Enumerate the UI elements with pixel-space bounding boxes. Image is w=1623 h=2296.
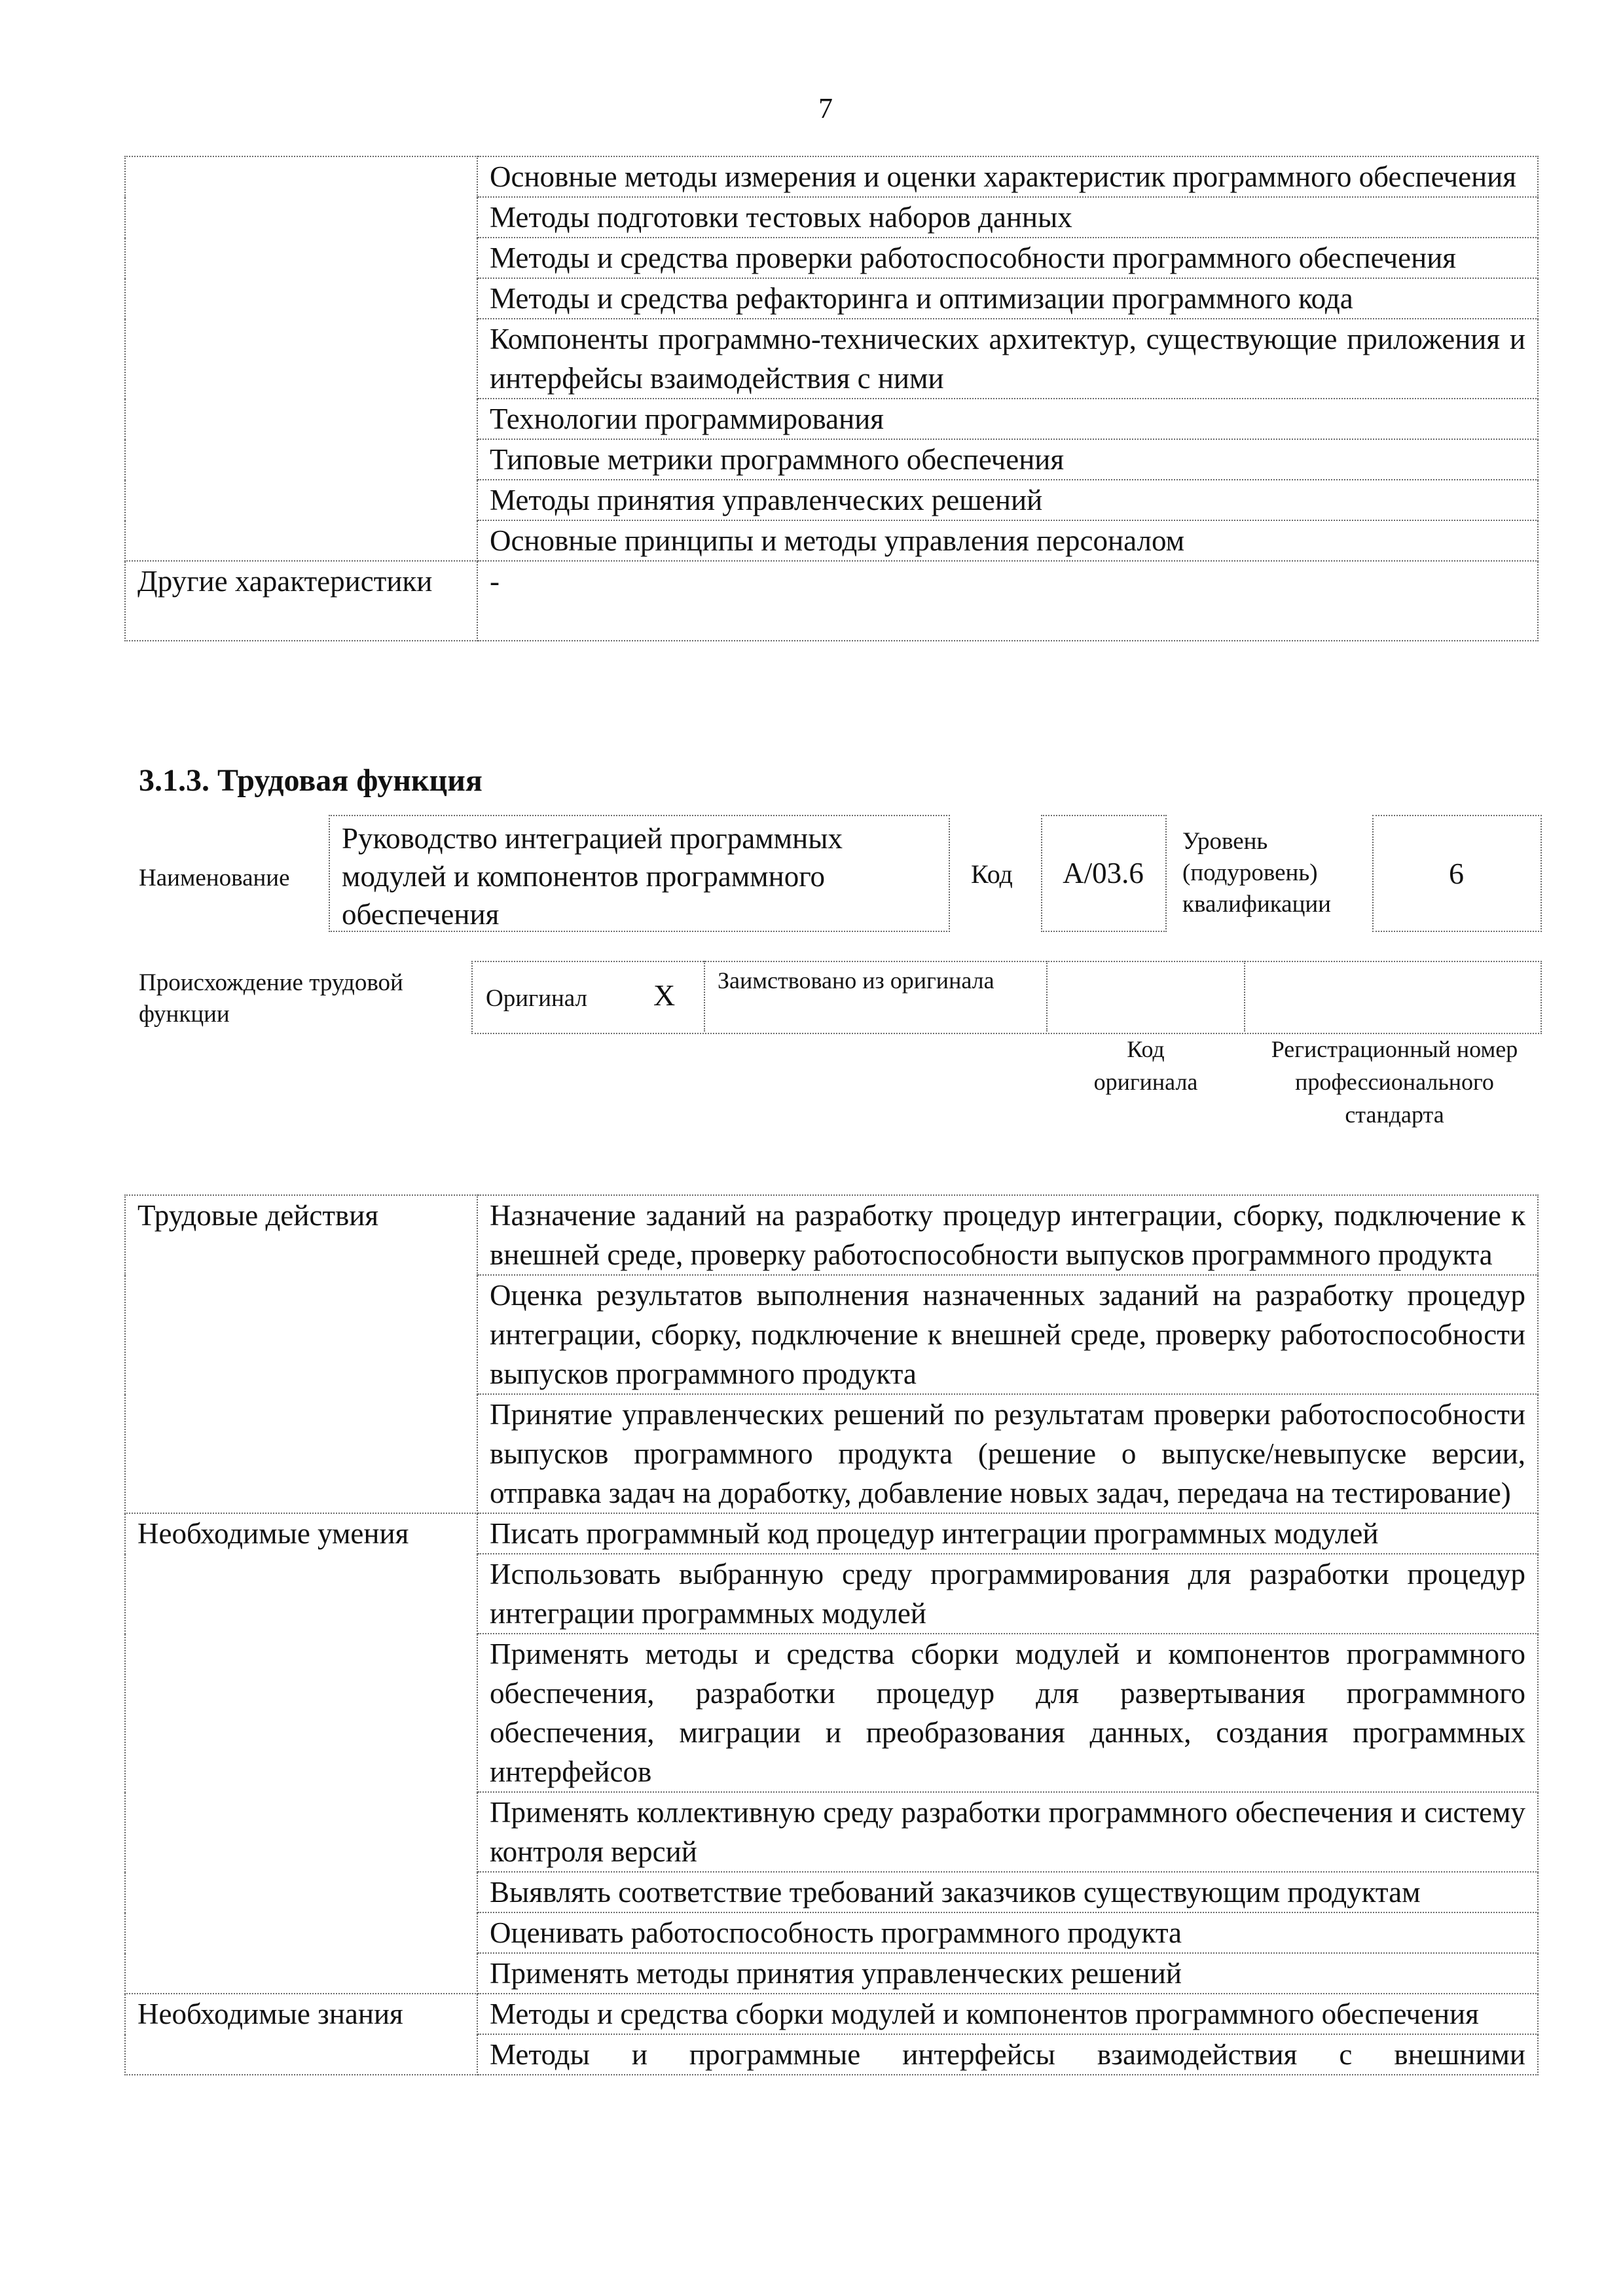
- knowledge-item: Компоненты программно-технических архитектур, существующие приложения и интерфейсы взаимодействия с ними: [477, 319, 1538, 399]
- origin-label: Происхождение трудовой функции: [139, 969, 403, 1028]
- origin-divider: [1244, 961, 1245, 1031]
- empty-label-cell: [125, 238, 477, 278]
- level-label: Уровень (подуровень) квалификации: [1182, 828, 1331, 918]
- skill-item: Выявлять соответствие требований заказчиков существующим продуктам: [477, 1872, 1538, 1912]
- knowledge-item: Методы и программные интерфейсы взаимодействия с внешними: [477, 2034, 1538, 2075]
- empty-label-cell: [125, 1953, 477, 1994]
- code-original-caption: Код оригинала: [1093, 1036, 1198, 1095]
- skill-item: Применять методы принятия управленческих решений: [477, 1953, 1538, 1994]
- skill-item: Применять коллективную среду разработки программного обеспечения и систему контроля версий: [477, 1792, 1538, 1872]
- name-label: Наименование: [139, 865, 290, 891]
- skills-label: Необходимые умения: [125, 1513, 477, 1554]
- action-item: Назначение заданий на разработку процедур интеграции, сборку, подключение к внешней среде, проверку работоспособности выпусков программного продукта: [477, 1195, 1538, 1275]
- knowledge-item: Технологии программирования: [477, 399, 1538, 439]
- registration-number-caption: Регистрационный номер профессионального стандарта: [1271, 1036, 1518, 1128]
- empty-label-cell: [125, 1275, 477, 1394]
- origin-divider: [704, 961, 705, 1031]
- section-heading: 3.1.3. Трудовая функция: [139, 763, 483, 798]
- knowledge-item: Основные методы измерения и оценки характеристик программного обеспечения: [477, 156, 1538, 197]
- knowledge-item: Методы принятия управленческих решений: [477, 480, 1538, 520]
- empty-label-cell: [125, 2034, 477, 2075]
- empty-label-cell: [125, 520, 477, 561]
- skill-item: Использовать выбранную среду программирования для разработки процедур интеграции программных модулей: [477, 1554, 1538, 1634]
- empty-label-cell: [125, 480, 477, 520]
- knowledge-item: Основные принципы и методы управления персоналом: [477, 520, 1538, 561]
- skill-item: Писать программный код процедур интеграции программных модулей: [477, 1513, 1538, 1554]
- empty-label-cell: [125, 319, 477, 399]
- empty-label-cell: [125, 1792, 477, 1872]
- origin-divider: [1046, 961, 1048, 1031]
- empty-label-cell: [125, 399, 477, 439]
- knowledge-item: Методы и средства сборки модулей и компонентов программного обеспечения: [477, 1994, 1538, 2034]
- page-number: 7: [818, 92, 833, 124]
- other-characteristics-label: Другие характеристики: [125, 561, 477, 641]
- knowledge-item: Методы и средства рефакторинга и оптимизации программного кода: [477, 278, 1538, 319]
- labor-function-table: [124, 1194, 1539, 2075]
- empty-label-cell: [125, 1634, 477, 1792]
- action-item: Принятие управленческих решений по результатам проверки работоспособности выпусков программного продукта (решение о выпуске/невыпуске версии, отправка задач на доработку, добавление новых задач, передача на тестирование): [477, 1394, 1538, 1513]
- skill-item: Применять методы и средства сборки модулей и компонентов программного обеспечения, разработки процедур для развертывания программного обеспечения, миграции и преобразования данных, создания программных интерфейсов: [477, 1634, 1538, 1792]
- knowledge-item: Типовые метрики программного обеспечения: [477, 439, 1538, 480]
- knowledge-continuation-table: [124, 156, 1539, 641]
- empty-label-cell: [125, 1872, 477, 1912]
- empty-label-cell: [125, 156, 477, 197]
- empty-label-cell: [125, 439, 477, 480]
- original-label: Оригинал: [486, 985, 588, 1012]
- name-value: Руководство интеграцией программных модулей и компонентов программного обеспечения: [342, 822, 843, 931]
- original-mark: X: [653, 978, 676, 1012]
- action-item: Оценка результатов выполнения назначенных заданий на разработку процедур интеграции, сборку, подключение к внешней среде, проверку работоспособности выпусков программного продукта: [477, 1275, 1538, 1394]
- skill-item: Оценивать работоспособность программного продукта: [477, 1912, 1538, 1953]
- other-characteristics-value: -: [477, 561, 1538, 641]
- code-label: Код: [971, 859, 1013, 889]
- empty-label-cell: [125, 1912, 477, 1953]
- empty-label-cell: [125, 1394, 477, 1513]
- empty-label-cell: [125, 278, 477, 319]
- knowledge-item: Методы и средства проверки работоспособности программного обеспечения: [477, 238, 1538, 278]
- level-value: 6: [1449, 857, 1464, 890]
- knowledge-label: Необходимые знания: [125, 1994, 477, 2034]
- empty-label-cell: [125, 1554, 477, 1634]
- code-value: A/03.6: [1063, 857, 1144, 889]
- knowledge-item: Методы подготовки тестовых наборов данных: [477, 197, 1538, 238]
- actions-label: Трудовые действия: [125, 1195, 477, 1275]
- empty-label-cell: [125, 197, 477, 238]
- borrowed-label: Заимствовано из оригинала: [718, 967, 994, 994]
